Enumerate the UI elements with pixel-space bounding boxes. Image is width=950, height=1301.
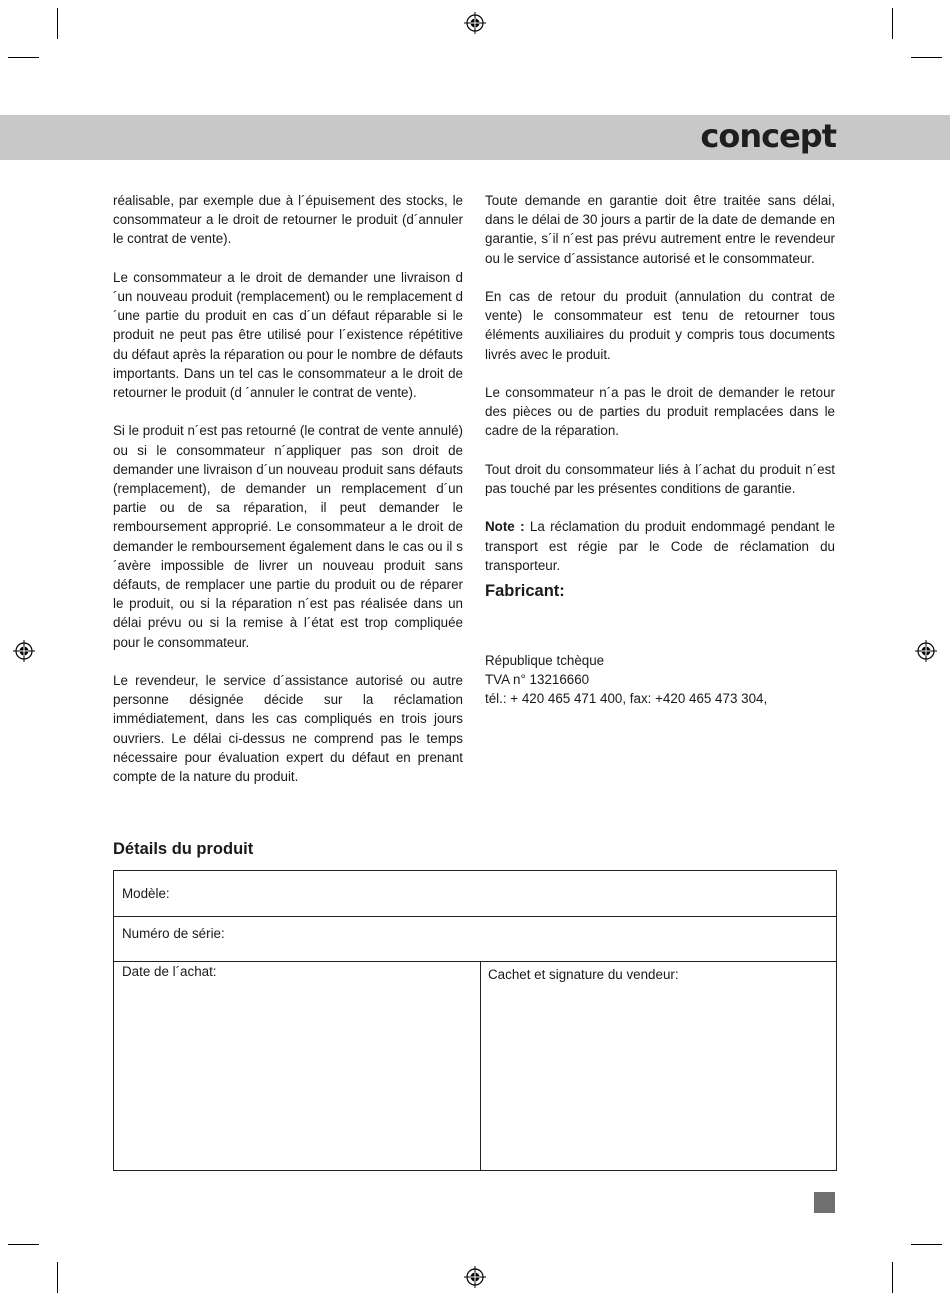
crop-mark [892, 1262, 893, 1293]
registration-mark-icon [464, 12, 486, 34]
divider [114, 961, 836, 962]
registration-mark-icon [13, 640, 35, 662]
seller-stamp-field-label: Cachet et signature du vendeur: [488, 967, 679, 982]
manufacturer-country: République tchèque [485, 653, 605, 668]
crop-mark [8, 57, 39, 58]
paragraph: Tout droit du consommateur liés à l´achat du produit n´est pas touché par les présentes conditions de garantie. [485, 461, 835, 496]
right-text-column [485, 191, 835, 709]
manufacturer-vat: TVA n° 13216660 [485, 672, 590, 688]
brand-logo: concept [700, 117, 836, 155]
purchase-date-field-label: Date de l´achat: [122, 964, 217, 979]
crop-mark [57, 8, 58, 39]
paragraph: réalisable, par exemple due à l´épuisement des stocks, le consommateur a le droit de retourner le produit (d´annuler le contrat de vente). [113, 193, 463, 247]
divider [114, 916, 836, 917]
crop-mark [8, 1244, 39, 1245]
paragraph: Si le produit n´est pas retourné (le contrat de vente annulé) ou si le consommateur n´appliquer pas son droit de demander une livraison d´un nouveau produit sans défauts (remplacement), de demander un remplacement d´un partie ou de sa réparation, il peut demander le remboursement approprié. Le consommateur a le droit de demander le remboursement également dans le cas ou il s´avère impossible de livrer un nouveau produit sans défauts, de remplacer une partie du produit ou de réparer le produit, ou si la réparation n´est pas réalisée dans un délai prévu ou si la remise à l´état est trop compliquée pour le consommateur. [113, 423, 463, 650]
model-field-label: Modèle: [122, 886, 170, 901]
paragraph: Toute demande en garantie doit être traitée sans délai, dans le délai de 30 jours a partir de la date de demande en garantie, s´il n´est pas prévu autrement entre le revendeur ou le service d´assistance autorisé et le consommateur. [485, 193, 835, 266]
crop-mark [892, 8, 893, 39]
note-text: La réclamation du produit endommagé pendant le transport est régie par le Code de réclamation du transporteur. [485, 519, 836, 573]
left-text-column [113, 191, 463, 805]
divider [480, 961, 481, 1170]
registration-mark-icon [464, 1266, 486, 1288]
crop-mark [911, 57, 942, 58]
note-paragraph [485, 517, 835, 575]
manufacturer-phone-fax: tél.: + 420 465 471 400, fax: +420 465 473 304, [485, 691, 768, 707]
product-details-title: Détails du produit [113, 840, 254, 858]
product-details-form [113, 870, 837, 1171]
manufacturer-heading: Fabricant: [485, 582, 565, 600]
registration-mark-icon [915, 640, 937, 662]
page-marker [814, 1192, 835, 1213]
crop-mark [57, 1262, 58, 1293]
paragraph: Le consommateur n´a pas le droit de demander le retour des pièces ou de parties du produit remplacées dans le cadre de la réparation. [485, 385, 835, 439]
paragraph: En cas de retour du produit (annulation du contrat de vente) le consommateur est tenu de retourner tous éléments auxiliaires du produit y compris tous documents livrés avec le produit. [485, 289, 835, 362]
manufacturer-contact [485, 651, 835, 709]
serial-number-field-label: Numéro de série: [122, 926, 225, 941]
paragraph: Le consommateur a le droit de demander une livraison d´un nouveau produit (remplacement) ou le remplacement d´une partie du produit en cas d´un défaut réparable si le produit ne peut pas être utilisé pour l´existence répétitive du défaut après la réparation ou pour le nombre de défauts importants. Dans un tel cas le consommateur a le droit de retourner le produit (d ´annuler le contrat de vente). [113, 269, 463, 401]
paragraph: Le revendeur, le service d´assistance autorisé ou autre personne désignée décide sur la réclamation immédiatement, dans les cas compliqués en trois jours ouvriers. Le délai ci-dessus ne comprend pas le temps nécessaire pour évaluation expert du défaut en prenant compte de la nature du produit. [113, 673, 463, 785]
crop-mark [911, 1244, 942, 1245]
note-label: Note : [485, 519, 525, 535]
